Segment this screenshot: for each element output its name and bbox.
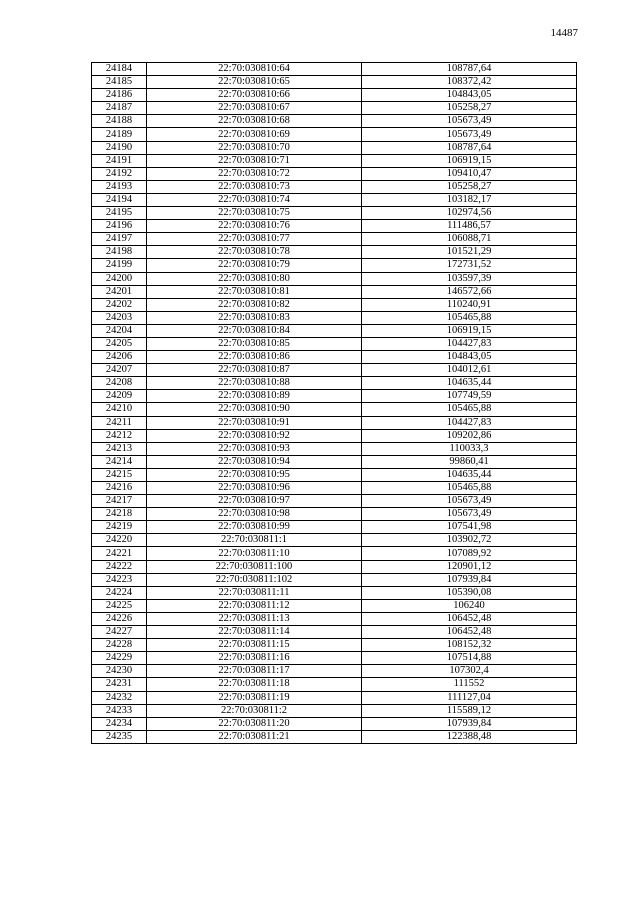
row-number-cell: 24207 xyxy=(92,364,147,377)
row-number-cell: 24191 xyxy=(92,154,147,167)
row-number-cell: 24205 xyxy=(92,337,147,350)
table-row xyxy=(92,115,577,128)
row-number-cell: 24213 xyxy=(92,442,147,455)
table-row xyxy=(92,337,577,350)
value-cell: 105673,49 xyxy=(362,128,577,141)
cadastral-number-cell: 22:70:030810:72 xyxy=(147,167,362,180)
row-number-cell: 24230 xyxy=(92,665,147,678)
value-cell: 103902,72 xyxy=(362,534,577,547)
cadastral-number-cell: 22:70:030810:92 xyxy=(147,429,362,442)
table-row xyxy=(92,495,577,508)
table-row xyxy=(92,560,577,573)
cadastral-number-cell: 22:70:030811:2 xyxy=(147,704,362,717)
table-row xyxy=(92,599,577,612)
table-row xyxy=(92,704,577,717)
cadastral-number-cell: 22:70:030810:80 xyxy=(147,272,362,285)
value-cell: 108152,32 xyxy=(362,639,577,652)
row-number-cell: 24192 xyxy=(92,167,147,180)
table-row xyxy=(92,652,577,665)
row-number-cell: 24216 xyxy=(92,482,147,495)
table-row xyxy=(92,377,577,390)
cadastral-number-cell: 22:70:030810:90 xyxy=(147,403,362,416)
value-cell: 104635,44 xyxy=(362,468,577,481)
table-row xyxy=(92,141,577,154)
row-number-cell: 24197 xyxy=(92,233,147,246)
row-number-cell: 24193 xyxy=(92,180,147,193)
row-number-cell: 24186 xyxy=(92,89,147,102)
table-row xyxy=(92,246,577,259)
value-cell: 106919,15 xyxy=(362,324,577,337)
cadastral-number-cell: 22:70:030810:83 xyxy=(147,311,362,324)
cadastral-number-cell: 22:70:030810:79 xyxy=(147,259,362,272)
value-cell: 104843,05 xyxy=(362,89,577,102)
cadastral-number-cell: 22:70:030811:19 xyxy=(147,691,362,704)
value-cell: 105258,27 xyxy=(362,180,577,193)
cadastral-number-cell: 22:70:030810:85 xyxy=(147,337,362,350)
cadastral-number-cell: 22:70:030810:86 xyxy=(147,351,362,364)
table-row xyxy=(92,455,577,468)
table-row xyxy=(92,429,577,442)
value-cell: 109202,86 xyxy=(362,429,577,442)
row-number-cell: 24217 xyxy=(92,495,147,508)
value-cell: 106919,15 xyxy=(362,154,577,167)
value-cell: 109410,47 xyxy=(362,167,577,180)
cadastral-number-cell: 22:70:030810:77 xyxy=(147,233,362,246)
value-cell: 172731,52 xyxy=(362,259,577,272)
value-cell: 103182,17 xyxy=(362,193,577,206)
row-number-cell: 24221 xyxy=(92,547,147,560)
row-number-cell: 24227 xyxy=(92,626,147,639)
row-number-cell: 24223 xyxy=(92,573,147,586)
cadastral-number-cell: 22:70:030810:87 xyxy=(147,364,362,377)
row-number-cell: 24215 xyxy=(92,468,147,481)
row-number-cell: 24214 xyxy=(92,455,147,468)
value-cell: 110033,3 xyxy=(362,442,577,455)
value-cell: 102974,56 xyxy=(362,207,577,220)
cadastral-number-cell: 22:70:030810:71 xyxy=(147,154,362,167)
table-row xyxy=(92,63,577,76)
table-row xyxy=(92,521,577,534)
row-number-cell: 24187 xyxy=(92,102,147,115)
table-row xyxy=(92,207,577,220)
row-number-cell: 24206 xyxy=(92,351,147,364)
value-cell: 105465,88 xyxy=(362,311,577,324)
value-cell: 103597,39 xyxy=(362,272,577,285)
cadastral-number-cell: 22:70:030810:97 xyxy=(147,495,362,508)
row-number-cell: 24209 xyxy=(92,390,147,403)
table-row xyxy=(92,442,577,455)
cadastral-number-cell: 22:70:030810:64 xyxy=(147,63,362,76)
table-row xyxy=(92,639,577,652)
cadastral-number-cell: 22:70:030811:20 xyxy=(147,717,362,730)
table-row xyxy=(92,220,577,233)
table-row xyxy=(92,324,577,337)
table-row xyxy=(92,285,577,298)
cadastral-number-cell: 22:70:030811:17 xyxy=(147,665,362,678)
cadastral-number-cell: 22:70:030811:21 xyxy=(147,730,362,743)
table-row xyxy=(92,547,577,560)
table-body xyxy=(92,63,577,744)
table-row xyxy=(92,691,577,704)
value-cell: 107541,98 xyxy=(362,521,577,534)
value-cell: 99860,41 xyxy=(362,455,577,468)
row-number-cell: 24195 xyxy=(92,207,147,220)
row-number-cell: 24234 xyxy=(92,717,147,730)
cadastral-number-cell: 22:70:030810:74 xyxy=(147,193,362,206)
row-number-cell: 24200 xyxy=(92,272,147,285)
row-number-cell: 24218 xyxy=(92,508,147,521)
cadastral-number-cell: 22:70:030810:91 xyxy=(147,416,362,429)
cadastral-number-cell: 22:70:030810:78 xyxy=(147,246,362,259)
table-row xyxy=(92,717,577,730)
row-number-cell: 24194 xyxy=(92,193,147,206)
cadastral-number-cell: 22:70:030810:94 xyxy=(147,455,362,468)
row-number-cell: 24231 xyxy=(92,678,147,691)
value-cell: 108787,64 xyxy=(362,63,577,76)
row-number-cell: 24203 xyxy=(92,311,147,324)
cadastral-number-cell: 22:70:030810:82 xyxy=(147,298,362,311)
cadastral-number-cell: 22:70:030810:76 xyxy=(147,220,362,233)
cadastral-number-cell: 22:70:030810:70 xyxy=(147,141,362,154)
value-cell: 104012,61 xyxy=(362,364,577,377)
row-number-cell: 24201 xyxy=(92,285,147,298)
cadastral-number-cell: 22:70:030810:73 xyxy=(147,180,362,193)
table-row xyxy=(92,730,577,743)
table-row xyxy=(92,403,577,416)
row-number-cell: 24233 xyxy=(92,704,147,717)
cadastral-number-cell: 22:70:030811:100 xyxy=(147,560,362,573)
row-number-cell: 24189 xyxy=(92,128,147,141)
row-number-cell: 24210 xyxy=(92,403,147,416)
row-number-cell: 24219 xyxy=(92,521,147,534)
value-cell: 104427,83 xyxy=(362,416,577,429)
row-number-cell: 24196 xyxy=(92,220,147,233)
value-cell: 105673,49 xyxy=(362,508,577,521)
value-cell: 104427,83 xyxy=(362,337,577,350)
value-cell: 108372,42 xyxy=(362,76,577,89)
value-cell: 111486,57 xyxy=(362,220,577,233)
row-number-cell: 24198 xyxy=(92,246,147,259)
table-row xyxy=(92,586,577,599)
cadastral-number-cell: 22:70:030810:96 xyxy=(147,482,362,495)
value-cell: 105390,08 xyxy=(362,586,577,599)
row-number-cell: 24220 xyxy=(92,534,147,547)
cadastral-number-cell: 22:70:030810:89 xyxy=(147,390,362,403)
value-cell: 105673,49 xyxy=(362,495,577,508)
cadastral-number-cell: 22:70:030810:98 xyxy=(147,508,362,521)
cadastral-number-cell: 22:70:030810:68 xyxy=(147,115,362,128)
cadastral-number-cell: 22:70:030811:11 xyxy=(147,586,362,599)
row-number-cell: 24226 xyxy=(92,612,147,625)
page-number: 14487 xyxy=(550,27,578,39)
row-number-cell: 24212 xyxy=(92,429,147,442)
cadastral-number-cell: 22:70:030811:14 xyxy=(147,626,362,639)
value-cell: 111127,04 xyxy=(362,691,577,704)
value-cell: 106240 xyxy=(362,599,577,612)
cadastral-number-cell: 22:70:030810:93 xyxy=(147,442,362,455)
row-number-cell: 24190 xyxy=(92,141,147,154)
value-cell: 108787,64 xyxy=(362,141,577,154)
table-row xyxy=(92,364,577,377)
value-cell: 107939,84 xyxy=(362,573,577,586)
table-row xyxy=(92,128,577,141)
value-cell: 110240,91 xyxy=(362,298,577,311)
table-row xyxy=(92,468,577,481)
value-cell: 106452,48 xyxy=(362,626,577,639)
table-row xyxy=(92,534,577,547)
value-cell: 104635,44 xyxy=(362,377,577,390)
row-number-cell: 24224 xyxy=(92,586,147,599)
table-row xyxy=(92,76,577,89)
table-row xyxy=(92,351,577,364)
row-number-cell: 24222 xyxy=(92,560,147,573)
value-cell: 111552 xyxy=(362,678,577,691)
cadastral-number-cell: 22:70:030810:95 xyxy=(147,468,362,481)
table-row xyxy=(92,626,577,639)
value-cell: 107089,92 xyxy=(362,547,577,560)
table-row xyxy=(92,272,577,285)
value-cell: 122388,48 xyxy=(362,730,577,743)
value-cell: 105465,88 xyxy=(362,482,577,495)
table-row xyxy=(92,390,577,403)
cadastral-number-cell: 22:70:030810:65 xyxy=(147,76,362,89)
value-cell: 120901,12 xyxy=(362,560,577,573)
value-cell: 106452,48 xyxy=(362,612,577,625)
table-row xyxy=(92,233,577,246)
table-row xyxy=(92,102,577,115)
row-number-cell: 24185 xyxy=(92,76,147,89)
value-cell: 107514,88 xyxy=(362,652,577,665)
row-number-cell: 24228 xyxy=(92,639,147,652)
value-cell: 105465,88 xyxy=(362,403,577,416)
value-cell: 115589,12 xyxy=(362,704,577,717)
cadastral-number-cell: 22:70:030811:13 xyxy=(147,612,362,625)
table-row xyxy=(92,167,577,180)
value-cell: 146572,66 xyxy=(362,285,577,298)
table-row xyxy=(92,665,577,678)
table-row xyxy=(92,193,577,206)
cadastral-number-cell: 22:70:030811:102 xyxy=(147,573,362,586)
cadastral-number-cell: 22:70:030811:12 xyxy=(147,599,362,612)
table-row xyxy=(92,508,577,521)
row-number-cell: 24229 xyxy=(92,652,147,665)
table-row xyxy=(92,89,577,102)
row-number-cell: 24188 xyxy=(92,115,147,128)
value-cell: 107302,4 xyxy=(362,665,577,678)
row-number-cell: 24208 xyxy=(92,377,147,390)
cadastral-number-cell: 22:70:030810:67 xyxy=(147,102,362,115)
row-number-cell: 24199 xyxy=(92,259,147,272)
row-number-cell: 24225 xyxy=(92,599,147,612)
row-number-cell: 24184 xyxy=(92,63,147,76)
row-number-cell: 24211 xyxy=(92,416,147,429)
row-number-cell: 24235 xyxy=(92,730,147,743)
table-row xyxy=(92,573,577,586)
cadastral-number-cell: 22:70:030811:1 xyxy=(147,534,362,547)
cadastral-table xyxy=(91,62,577,744)
value-cell: 106088,71 xyxy=(362,233,577,246)
cadastral-number-cell: 22:70:030811:16 xyxy=(147,652,362,665)
cadastral-number-cell: 22:70:030811:18 xyxy=(147,678,362,691)
table-row xyxy=(92,154,577,167)
table-row xyxy=(92,259,577,272)
table-row xyxy=(92,298,577,311)
value-cell: 107939,84 xyxy=(362,717,577,730)
table-row xyxy=(92,311,577,324)
row-number-cell: 24232 xyxy=(92,691,147,704)
cadastral-number-cell: 22:70:030810:66 xyxy=(147,89,362,102)
cadastral-number-cell: 22:70:030810:99 xyxy=(147,521,362,534)
cadastral-number-cell: 22:70:030811:15 xyxy=(147,639,362,652)
cadastral-number-cell: 22:70:030810:81 xyxy=(147,285,362,298)
cadastral-number-cell: 22:70:030811:10 xyxy=(147,547,362,560)
row-number-cell: 24202 xyxy=(92,298,147,311)
cadastral-number-cell: 22:70:030810:75 xyxy=(147,207,362,220)
table-row xyxy=(92,180,577,193)
row-number-cell: 24204 xyxy=(92,324,147,337)
cadastral-number-cell: 22:70:030810:69 xyxy=(147,128,362,141)
table-row xyxy=(92,416,577,429)
table-row xyxy=(92,612,577,625)
table-row xyxy=(92,482,577,495)
value-cell: 105258,27 xyxy=(362,102,577,115)
value-cell: 101521,29 xyxy=(362,246,577,259)
cadastral-number-cell: 22:70:030810:88 xyxy=(147,377,362,390)
value-cell: 105673,49 xyxy=(362,115,577,128)
table-row xyxy=(92,678,577,691)
cadastral-number-cell: 22:70:030810:84 xyxy=(147,324,362,337)
value-cell: 107749,59 xyxy=(362,390,577,403)
value-cell: 104843,05 xyxy=(362,351,577,364)
